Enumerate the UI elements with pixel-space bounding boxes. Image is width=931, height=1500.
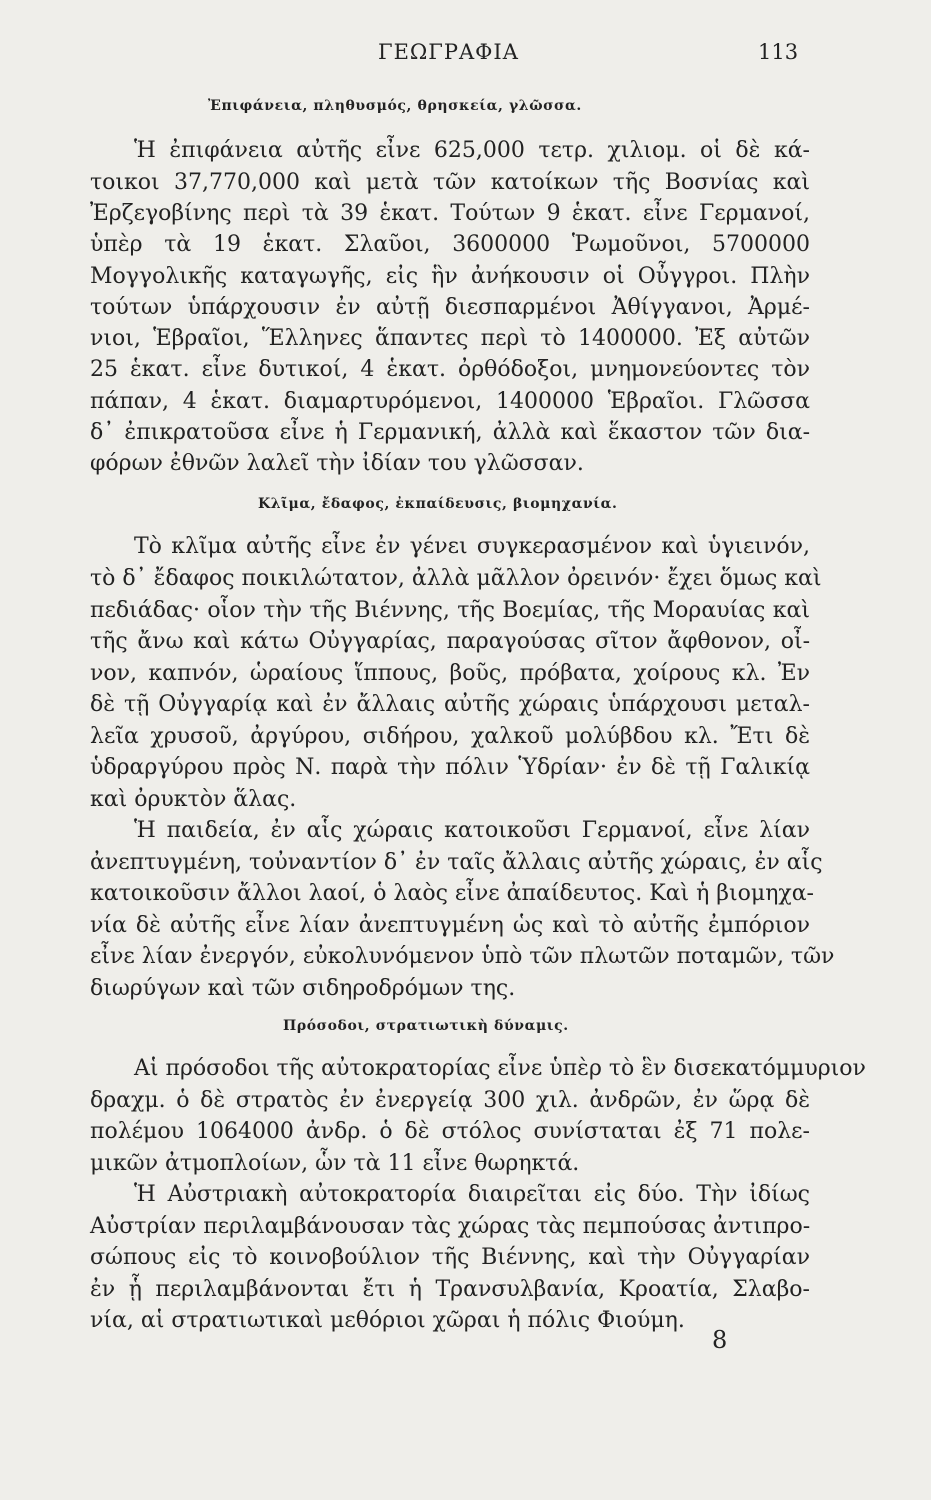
signature-mark: 8	[712, 1326, 728, 1354]
text-line: Ἡ Αὐστριακὴ αὐτοκρατορία διαιρεῖται εἰς δύο. Τὴν ἰδίως	[134, 1182, 810, 1207]
text-line: ἀνεπτυγμένη, τοὐναντίον δ᾽ ἐν ταῖς ἄλλαις αὐτῆς χώραις, ἐν αἷς	[90, 850, 823, 875]
text-line: πάπαν, 4 ἑκατ. διαμαρτυρόμενοι, 1400000 Ἑβραῖοι. Γλῶσσα	[90, 389, 810, 414]
text-line: τῆς ἄνω καὶ κάτω Οὐγγαρίας, παραγούσας σῖτον ἄφθονον, οἶ-	[90, 629, 810, 654]
page-number: 113	[758, 40, 799, 64]
text-line: εἶνε λίαν ἐνεργόν, εὐκολυνόμενον ὑπὸ τῶν πλωτῶν ποταμῶν, τῶν	[90, 944, 835, 969]
text-line: καὶ ὀρυκτὸν ἅλας.	[90, 787, 297, 812]
section-heading: Πρόσοδοι, στρατιωτικὴ δύναμις.	[283, 1018, 569, 1034]
section-heading: Ἐπιφάνεια, πληθυσμός, θρησκεία, γλῶσσα.	[208, 98, 582, 114]
text-line: δὲ τῇ Οὐγγαρίᾳ καὶ ἐν ἄλλαις αὐτῆς χώραις ὑπάρχουσι μεταλ-	[90, 692, 810, 717]
text-line: Μογγολικῆς καταγωγῆς, εἰς ἣν ἀνήκουσιν οἱ Οὖγγροι. Πλὴν	[90, 264, 810, 289]
text-line: σώπους εἰς τὸ κοινοβούλιον τῆς Βιέννης, καὶ τὴν Οὐγγαρίαν	[90, 1245, 810, 1270]
text-line: τὸ δ᾽ ἔδαφος ποικιλώτατον, ἀλλὰ μᾶλλον ὀρεινόν· ἔχει ὅμως καὶ	[90, 566, 822, 591]
text-line: 25 ἑκατ. εἶνε δυτικοί, 4 ἑκατ. ὀρθόδοξοι, μνημονεύοντες τὸν	[90, 357, 810, 382]
text-line: Ἐρζεγοβίνης περὶ τὰ 39 ἑκατ. Τούτων 9 ἑκατ. εἶνε Γερμανοί,	[90, 201, 810, 226]
text-line: Αὐστρίαν περιλαμβάνουσαν τὰς χώρας τὰς πεμπούσας ἀντιπρο-	[90, 1214, 811, 1239]
text-line: τοικοι 37,770,000 καὶ μετὰ τῶν κατοίκων τῆς Βοσνίας καὶ	[90, 170, 810, 195]
text-line: Τὸ κλῖμα αὐτῆς εἶνε ἐν γένει συγκερασμένον καὶ ὑγιεινόν,	[134, 534, 810, 559]
text-line: Ἡ ἐπιφάνεια αὐτῆς εἶνε 625,000 τετρ. χιλιομ. οἱ δὲ κά-	[134, 138, 810, 163]
text-line: νία, αἱ στρατιωτικαὶ μεθόριοι χῶραι ἡ πόλις Φιούμη.	[90, 1308, 685, 1333]
text-line: μικῶν ἀτμοπλοίων, ὧν τὰ 11 εἶνε θωρηκτά.	[90, 1151, 580, 1176]
text-line: νιοι, Ἑβραῖοι, Ἕλληνες ἅπαντες περὶ τὸ 1400000. Ἐξ αὐτῶν	[90, 326, 810, 351]
text-line: φόρων ἐθνῶν λαλεῖ τὴν ἰδίαν του γλῶσσαν.	[90, 451, 584, 476]
text-line: τούτων ὑπάρχουσιν ἐν αὐτῇ διεσπαρμένοι Ἀθίγγανοι, Ἀρμέ-	[90, 295, 810, 320]
text-line: πεδιάδας· οἷον τὴν τῆς Βιέννης, τῆς Βοεμίας, τῆς Μοραυίας καὶ	[90, 598, 810, 623]
text-line: πολέμου 1064000 ἀνδρ. ὁ δὲ στόλος συνίσταται ἐξ 71 πολε-	[90, 1119, 810, 1144]
text-line: δ᾽ ἐπικρατοῦσα εἶνε ἡ Γερμανική, ἀλλὰ καὶ ἕκαστον τῶν δια-	[90, 420, 810, 445]
running-title: ΓΕΩΓΡΑΦΙΑ	[378, 40, 519, 64]
text-line: δραχμ. ὁ δὲ στρατὸς ἐν ἐνεργείᾳ 300 χιλ. ἀνδρῶν, ἐν ὥρᾳ δὲ	[90, 1088, 810, 1113]
text-line: νον, καπνόν, ὡραίους ἵππους, βοῦς, πρόβατα, χοίρους κλ. Ἐν	[90, 661, 810, 686]
text-line: λεῖα χρυσοῦ, ἀργύρου, σιδήρου, χαλκοῦ μολύβδου κλ. Ἔτι δὲ	[90, 724, 810, 749]
text-line: κατοικοῦσιν ἄλλοι λαοί, ὁ λαὸς εἶνε ἀπαίδευτος. Καὶ ἡ βιομηχα-	[90, 881, 814, 906]
text-line: ὑπὲρ τὰ 19 ἑκατ. Σλαῦοι, 3600000 Ῥωμοῦνοι, 5700000	[90, 232, 810, 257]
text-line: ὑδραργύρου πρὸς Ν. παρὰ τὴν πόλιν Ὑδρίαν· ἐν δὲ τῇ Γαλικίᾳ	[90, 755, 810, 780]
text-line: ἐν ᾗ περιλαμβάνονται ἔτι ἡ Τρανσυλβανία, Κροατία, Σλαβο-	[90, 1277, 810, 1302]
section-heading: Κλῖμα, ἔδαφος, ἐκπαίδευσις, βιομηχανία.	[258, 496, 618, 512]
text-line: νία δὲ αὐτῆς εἶνε λίαν ἀνεπτυγμένη ὡς καὶ τὸ αὐτῆς ἐμπόριον	[90, 913, 810, 938]
text-line: Αἱ πρόσοδοι τῆς αὐτοκρατορίας εἶνε ὑπὲρ τὸ ἓν δισεκατόμμυριον	[134, 1056, 866, 1081]
text-line: Ἡ παιδεία, ἐν αἷς χώραις κατοικοῦσι Γερμανοί, εἶνε λίαν	[134, 818, 810, 843]
text-line: διωρύγων καὶ τῶν σιδηροδρόμων της.	[90, 976, 516, 1001]
running-head	[0, 40, 931, 76]
